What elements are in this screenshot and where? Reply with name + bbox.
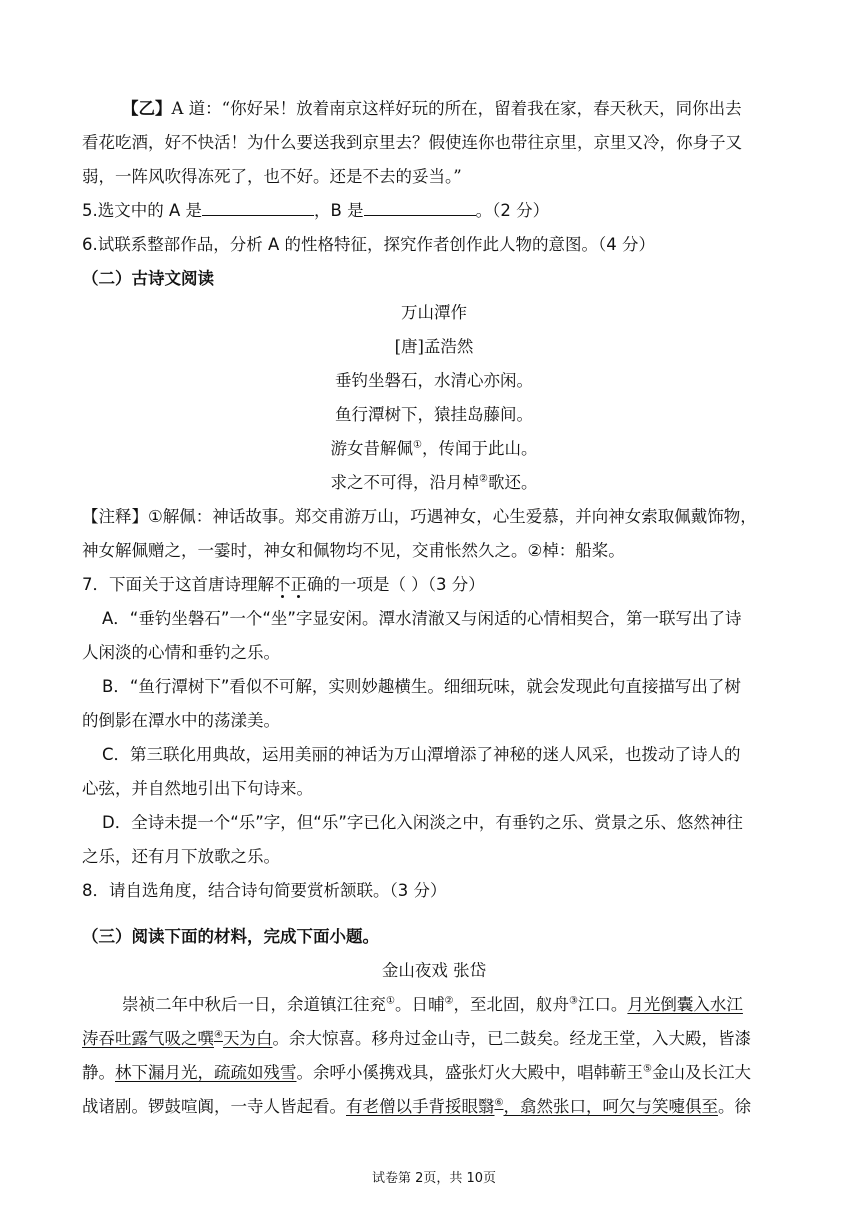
verse-3-b: ，传闻于此山。: [421, 439, 538, 458]
essay-3a: 静。: [82, 1063, 115, 1082]
q5-part-1: 5.选文中的 A 是: [82, 201, 203, 220]
essay-line-4: [82, 1090, 786, 1124]
q7-stem-b: 确的一项是（ ）（3 分）: [307, 575, 485, 594]
essay-1b: 。日晡: [394, 995, 445, 1014]
essay-underline-3: 林下漏月光，疏疏如残雪: [115, 1063, 297, 1082]
essay-note-4: ④: [214, 1029, 223, 1041]
essay-4b: 。徐: [717, 1097, 751, 1116]
essay-underline-2a: 涛吞吐露气吸之噀: [82, 1029, 214, 1048]
q5-part-2: ，B 是: [314, 201, 364, 220]
essay-underline-2b: 天为白: [222, 1029, 273, 1048]
essay-underline-4b: ，翕然张口，呵欠与笑嚏俱至: [503, 1097, 718, 1116]
essay-3b: 。余呼小傒携戏具，盛张灯火大殿中，唱韩蕲王: [296, 1063, 643, 1082]
question-5: [82, 194, 786, 228]
essay-note-2: ②: [444, 995, 454, 1007]
q7-option-a-1: A．“垂钓坐磐石”一个“坐”字显安闲。潭水清澈又与闲适的心情相契合，第一联写出了诗: [102, 609, 742, 628]
essay-line-3: [82, 1056, 786, 1090]
question-7-stem: [82, 568, 786, 602]
essay-title: 金山夜戏 张岱: [381, 961, 487, 980]
question-8: 8．请自选角度，结合诗句简要赏析颔联。（3 分）: [82, 881, 447, 900]
yi-label: 【乙】: [122, 99, 172, 118]
q7-option-a-2: 人闲淡的心情和垂钓之乐。: [82, 643, 280, 662]
essay-1a: 崇祯二年中秋后一日，余道镇江往兖: [122, 995, 386, 1014]
page-footer: 试卷第 2页，共 10页: [371, 1171, 497, 1186]
essay-note-5: ⑤: [643, 1063, 652, 1075]
verse-3-a: 游女昔解佩: [330, 439, 414, 458]
yi-line-3: 弱，一阵风吹得冻死了，也不好。还是不去的妥当。”: [82, 167, 462, 186]
note-marker-1: ①: [413, 439, 422, 451]
note-marker-2: ②: [479, 473, 488, 485]
essay-line-1: [82, 988, 786, 1022]
poem-verse-1: 垂钓坐磐石，水清心亦闲。: [335, 371, 533, 390]
q7-emphasis-1: 不: [274, 575, 291, 594]
essay-note-1: ①: [386, 995, 395, 1007]
yi-line-2: 看花吃酒，好不快活！为什么要送我到京里去？假使连你也带往京里，京里又冷，你身子又: [82, 133, 742, 152]
verse-4-b: 歌还。: [487, 473, 538, 492]
question-6: 6.试联系整部作品，分析 A 的性格特征，探究作者创作此人物的意图。（4 分）: [82, 235, 656, 254]
q7-option-c-1: C．第三联化用典故，运用美丽的神话为万山潭增添了神秘的迷人风采，也拨动了诗人的: [102, 745, 741, 764]
essay-1c: ，至北固，舣舟: [453, 995, 569, 1014]
yi-line-1: [82, 92, 786, 126]
poem-verse-2: 鱼行潭树下，猿挂岛藤间。: [335, 405, 533, 424]
q7-option-b-2: 的倒影在潭水中的荡漾美。: [82, 711, 280, 730]
essay-1d: 江口。: [577, 995, 628, 1014]
essay-underline-4a: 有老僧以手背挼眼翳: [346, 1097, 495, 1116]
q7-option-c-2: 心弦，并自然地引出下句诗来。: [82, 779, 313, 798]
poem-verse-3: [82, 432, 786, 466]
essay-note-6: ⑥: [494, 1097, 504, 1109]
poem-author: [唐]孟浩然: [394, 337, 474, 356]
q5-part-3: 。（2 分）: [475, 201, 550, 220]
essay-underline-1: 月光倒囊入水江: [627, 995, 743, 1014]
poem-note-1: 【注释】①解佩：神话故事。郑交甫游万山，巧遇神女，心生爱慕，并向神女索取佩戴饰物，: [82, 507, 757, 526]
q5-blank-b[interactable]: [364, 195, 476, 216]
essay-note-3: ③: [568, 995, 578, 1007]
poem-verse-4: [82, 466, 786, 500]
essay-4: 战诸剧。锣鼓喧阗，一寺人皆起看。: [82, 1097, 346, 1116]
q7-stem-a: 7．下面关于这首唐诗理解: [82, 575, 274, 594]
q7-option-b-1: B．“鱼行潭树下”看似不可解，实则妙趣横生。细细玩味，就会发现此句直接描写出了树: [102, 677, 741, 696]
yi-text-1: A 道：“你好呆！放着南京这样好玩的所在，留着我在家，春天秋天，同你出去: [171, 99, 742, 118]
poem-title: 万山潭作: [401, 303, 467, 322]
essay-2b: 。余大惊喜。移舟过金山寺，已二鼓矣。经龙王堂，入大殿，皆漆: [272, 1029, 751, 1048]
q5-blank-a[interactable]: [202, 195, 314, 216]
verse-4-a: 求之不可得，沿月棹: [330, 473, 480, 492]
essay-3c: 金山及长江大: [651, 1063, 751, 1082]
poem-note-2: 神女解佩赠之，一霎时，神女和佩物均不见，交甫怅然久之。②棹：船桨。: [82, 541, 625, 560]
section-3-heading: （三）阅读下面的材料，完成下面小题。: [82, 927, 379, 946]
essay-line-2: [82, 1022, 786, 1056]
spacer: [82, 908, 786, 920]
q7-option-d-1: D．全诗未提一个“乐”字，但“乐”字已化入闲淡之中，有垂钓之乐、赏景之乐、悠然神往: [102, 813, 743, 832]
q7-option-d-2: 之乐，还有月下放歌之乐。: [82, 847, 280, 866]
q7-emphasis-2: 正: [290, 575, 307, 594]
section-2-heading: （二）古诗文阅读: [82, 269, 214, 288]
